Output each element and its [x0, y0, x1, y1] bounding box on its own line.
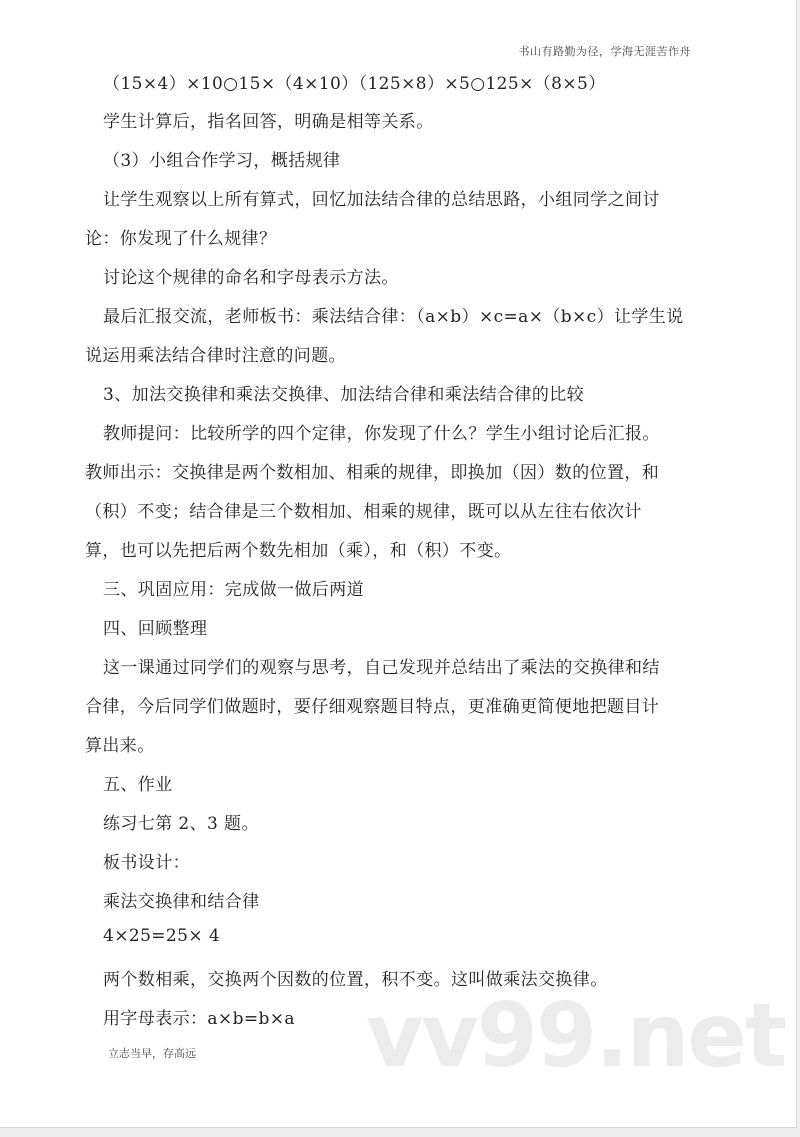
section-heading: 五、作业 [103, 775, 173, 795]
text-line: （积）不变；结合律是三个数相加、相乘的规律，既可以从左往右依次计 [85, 502, 642, 522]
text-line: 两个数相乘，交换两个因数的位置，积不变。这叫做乘法交换律。 [103, 970, 608, 990]
text-line: 板书设计： [103, 853, 190, 873]
text-line: 论：你发现了什么规律？ [85, 229, 277, 249]
page-footer-motto: 立志当早，存高远 [108, 1047, 196, 1060]
text-line: 最后汇报交流，老师板书：乘法结合律：（a×b）×c=a×（b×c）让学生说 [103, 307, 684, 327]
text-line: 让学生观察以上所有算式，回忆加法结合律的总结思路，小组同学之间讨 [103, 190, 660, 210]
formula-line: 用字母表示：a×b=b×a [103, 1009, 295, 1029]
text-line: 练习七第 2、3 题。 [103, 814, 259, 834]
text-line: （15×4）×10○15×（4×10）（125×8）×5○125×（8×5） [103, 74, 606, 94]
section-heading: 三、巩固应用：完成做一做后两道 [103, 580, 364, 600]
text-line: 合律，今后同学们做题时，要仔细观察题目特点，更准确更简便地把题目计 [85, 697, 660, 717]
section-heading: 四、回顾整理 [103, 619, 208, 639]
section-heading: 3、加法交换律和乘法交换律、加法结合律和乘法结合律的比较 [103, 385, 585, 405]
text-line: 说运用乘法结合律时注意的问题。 [85, 346, 346, 366]
section-heading: （3）小组合作学习，概括规律 [103, 151, 341, 171]
text-line: 算，也可以先把后两个数先相加（乘），和（积）不变。 [85, 541, 512, 561]
formula-line: 4×25=25× 4 [103, 926, 221, 946]
text-line: 学生计算后，指名回答，明确是相等关系。 [103, 112, 434, 132]
text-line: 讨论这个规律的命名和字母表示方法。 [103, 268, 399, 288]
text-line: 算出来。 [85, 736, 155, 756]
text-line: 乘法交换律和结合律 [103, 892, 260, 912]
text-line: 教师提问：比较所学的四个定律，你发现了什么？学生小组讨论后汇报。 [103, 424, 660, 444]
text-line: 这一课通过同学们的观察与思考，自己发现并总结出了乘法的交换律和结 [103, 658, 660, 678]
page-header-motto: 书山有路勤为径，学海无涯苦作舟 [518, 45, 691, 58]
watermark: vv99.net [366, 984, 786, 1087]
text-line: 教师出示：交换律是两个数相加、相乘的规律，即换加（因）数的位置，和 [85, 463, 660, 483]
